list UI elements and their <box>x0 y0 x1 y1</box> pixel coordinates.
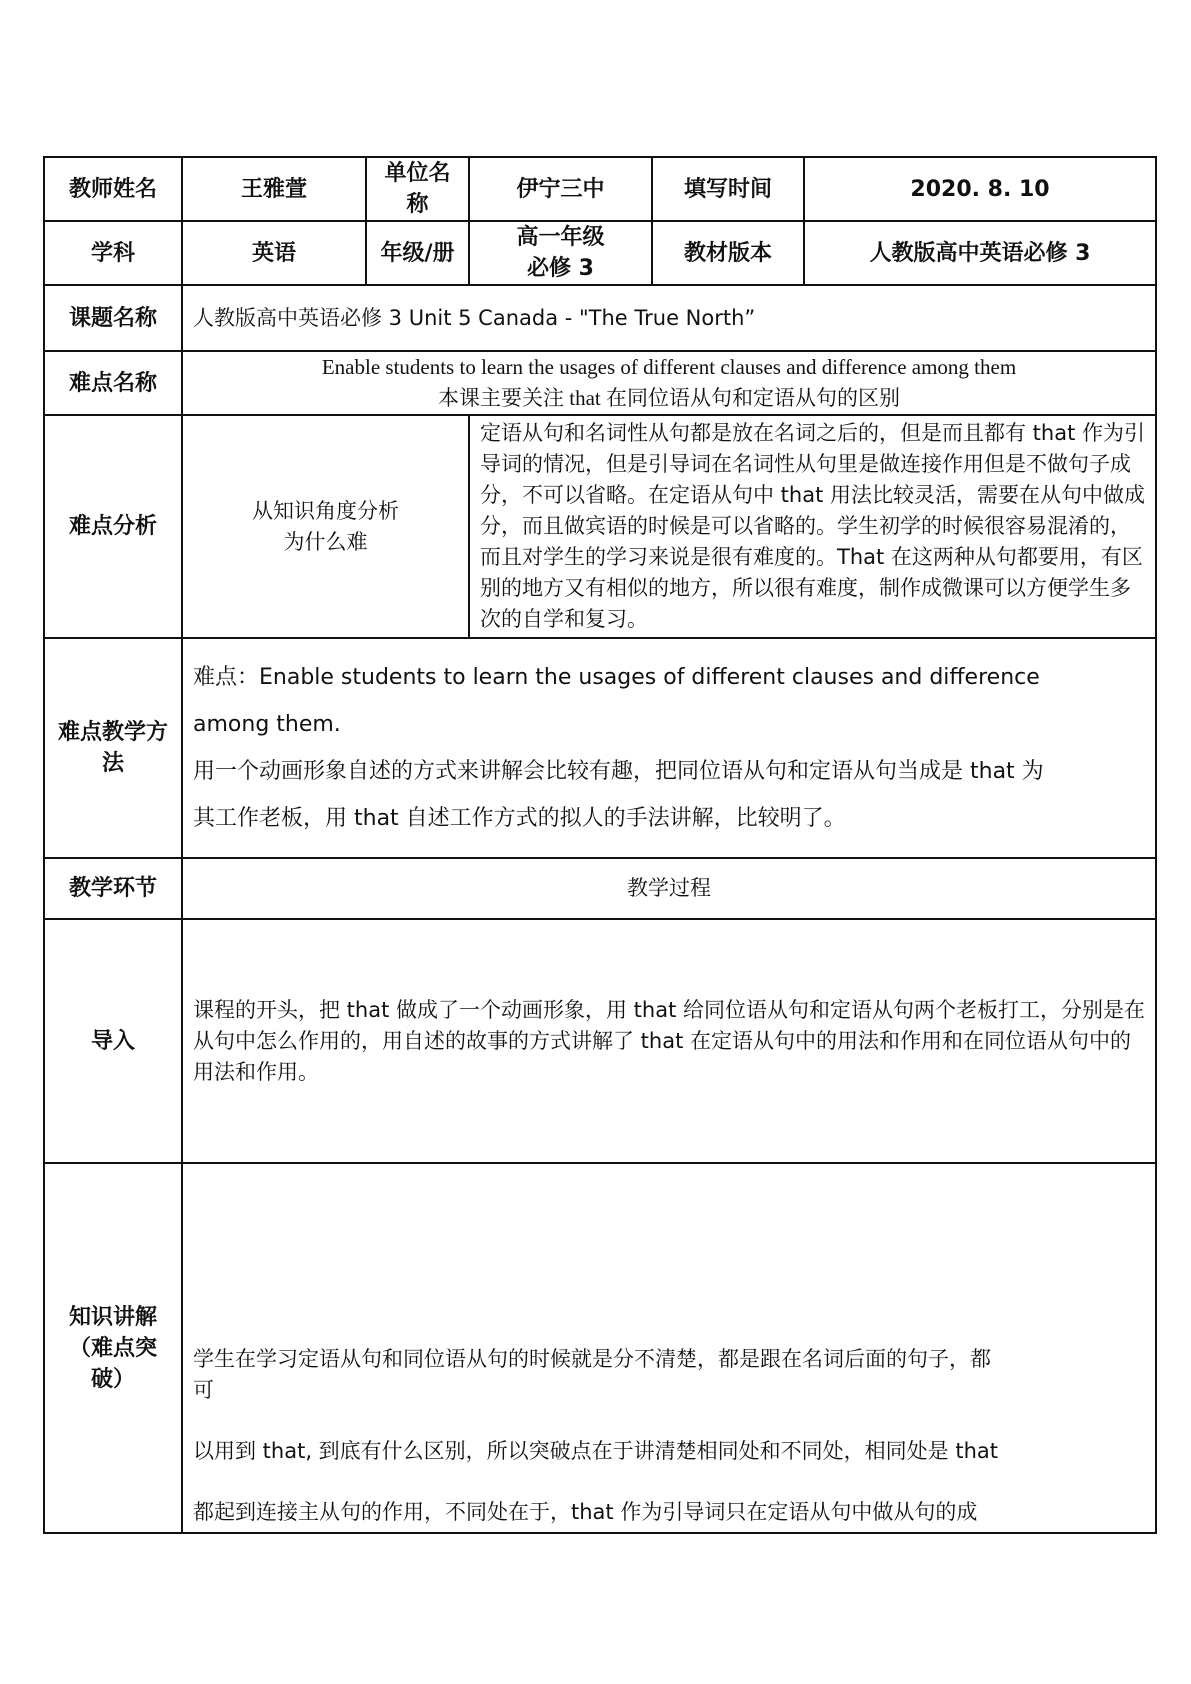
row-subject <box>44 221 1156 285</box>
grade-label: 年级/册 <box>366 221 469 285</box>
date-label: 填写时间 <box>652 157 804 221</box>
explain-line2: 可 <box>193 1378 214 1402</box>
row-method <box>44 638 1156 858</box>
unit-label-line1: 单位名 <box>384 161 451 186</box>
unit-label-line2: 称 <box>406 192 429 217</box>
unit-label <box>366 157 469 221</box>
explain-label-line1: 知识讲解 <box>68 1304 157 1330</box>
topic-label: 课题名称 <box>44 285 182 351</box>
method-label-line2: 法 <box>101 751 124 776</box>
subject-label: 学科 <box>44 221 182 285</box>
method-label <box>44 638 182 858</box>
difficulty-line2: 本课主要关注 that 在同位语从句和定语从句的区别 <box>438 386 900 410</box>
grade-value <box>469 221 652 285</box>
grade-value-line1: 高一年级 <box>516 225 605 250</box>
row-intro <box>44 919 1156 1163</box>
intro-label: 导入 <box>44 919 182 1163</box>
analysis-label: 难点分析 <box>44 415 182 638</box>
difficulty-line1: Enable students to learn the usages of different clauses and difference among them <box>321 355 1017 379</box>
grade-value-line2: 必修 3 <box>527 256 594 281</box>
analysis-sublabel <box>182 415 469 638</box>
edition-value: 人教版高中英语必修 3 <box>804 221 1156 285</box>
method-line3: 用一个动画形象自述的方式来讲解会比较有趣，把同位语从句和定语从句当成是 that 为 <box>193 759 1044 784</box>
explain-line3: 以用到 that, 到底有什么区别，所以突破点在于讲清楚相同处和不同处，相同处是 that <box>193 1439 998 1463</box>
method-line2: among them. <box>193 712 341 737</box>
explain-label <box>44 1163 182 1533</box>
lesson-form <box>43 156 1157 1534</box>
subject-value: 英语 <box>182 221 366 285</box>
explain-text <box>182 1163 1156 1533</box>
process-label: 教学环节 <box>44 858 182 919</box>
date-value: 2020. 8. 10 <box>804 157 1156 221</box>
process-value: 教学过程 <box>182 858 1156 919</box>
row-topic <box>44 285 1156 351</box>
teacher-label: 教师姓名 <box>44 157 182 221</box>
analysis-sublabel-line1: 从知识角度分析 <box>252 498 399 523</box>
edition-label: 教材版本 <box>652 221 804 285</box>
row-analysis <box>44 415 1156 638</box>
row-teacher <box>44 157 1156 221</box>
explain-label-line3: 破） <box>90 1366 135 1392</box>
explain-label-line2: （难点突 <box>68 1335 157 1361</box>
difficulty-value <box>182 351 1156 415</box>
difficulty-label: 难点名称 <box>44 351 182 415</box>
explain-line4: 都起到连接主从句的作用，不同处在于，that 作为引导词只在定语从句中做从句的成 <box>193 1500 978 1524</box>
method-line4: 其工作老板，用 that 自述工作方式的拟人的手法讲解，比较明了。 <box>193 806 846 831</box>
analysis-text: 定语从句和名词性从句都是放在名词之后的，但是而且都有 that 作为引导词的情况，但是引导词在名词性从句里是做连接作用但是不做句子成分，不可以省略。在定语从句中 that 用法比较灵活，需要在从句中做成分，而且做宾语的时候是可以省略的。学生初学的时候很容易混淆的，而且对学生的学习来说是很有难度的。That 在这两种从句都要用，有区别的地方又有相似的地方，所以很有难度，制作成微课可以方便学生多次的自学和复习。 <box>469 415 1156 638</box>
method-text <box>182 638 1156 858</box>
row-explain <box>44 1163 1156 1533</box>
teacher-value: 王雅萱 <box>182 157 366 221</box>
intro-text: 课程的开头，把 that 做成了一个动画形象，用 that 给同位语从句和定语从句两个老板打工，分别是在从句中怎么作用的，用自述的故事的方式讲解了 that 在定语从句中的用法和作用和在同位语从句中的用法和作用。 <box>182 919 1156 1163</box>
row-difficulty <box>44 351 1156 415</box>
analysis-sublabel-line2: 为什么难 <box>283 529 368 554</box>
explain-line1: 学生在学习定语从句和同位语从句的时候就是分不清楚，都是跟在名词后面的句子，都 <box>193 1347 991 1371</box>
method-label-line1: 难点教学方 <box>57 720 168 745</box>
unit-value: 伊宁三中 <box>469 157 652 221</box>
method-line1: 难点：Enable students to learn the usages of different clauses and difference <box>193 665 1040 690</box>
topic-value: 人教版高中英语必修 3 Unit 5 Canada - "The True North” <box>182 285 1156 351</box>
row-process <box>44 858 1156 919</box>
